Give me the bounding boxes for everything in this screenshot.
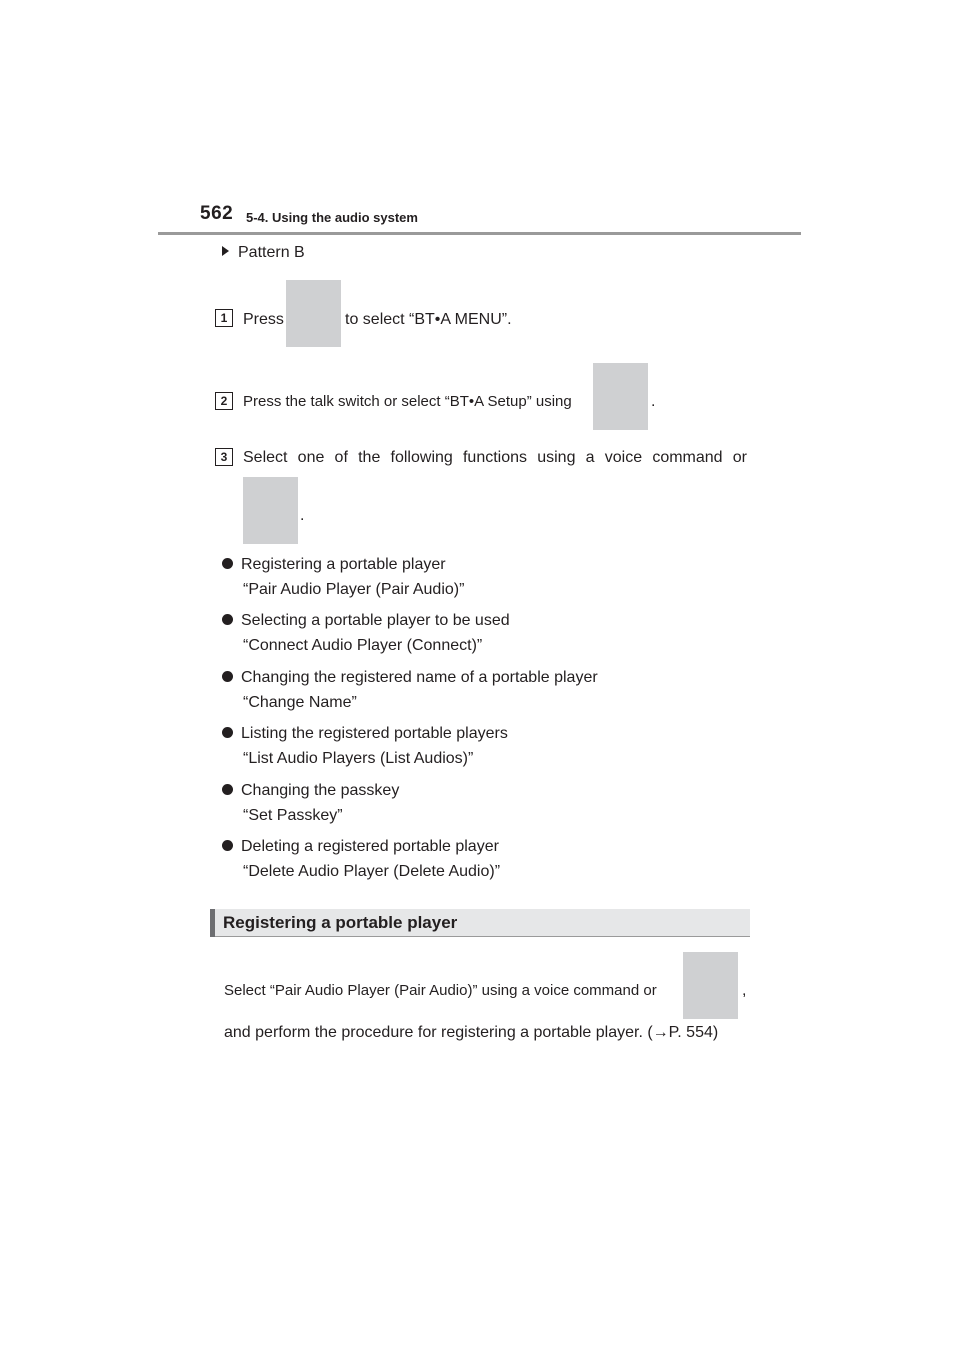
bullet-icon — [222, 614, 233, 625]
bullet-icon — [222, 784, 233, 795]
voice-command: “Connect Audio Player (Connect)” — [243, 637, 483, 654]
paragraph-line-1-end: , — [742, 982, 747, 999]
step-1-text-after: to select “BT•A MENU”. — [345, 311, 512, 328]
list-item: Changing the registered name of a portable player — [222, 669, 598, 687]
list-item: Changing the passkey — [222, 782, 399, 800]
voice-command: “Pair Audio Player (Pair Audio)” — [243, 581, 465, 598]
bullet-icon — [222, 671, 233, 682]
bullet-icon — [222, 840, 233, 851]
step-number-1: 1 — [215, 309, 233, 327]
heading-marker — [210, 909, 215, 937]
control-button-image — [243, 477, 298, 544]
section-title: 5-4. Using the audio system — [246, 210, 418, 225]
step-number-3: 3 — [215, 448, 233, 466]
pattern-label — [222, 244, 305, 262]
voice-command: “Change Name” — [243, 694, 357, 711]
step-3-text-after: . — [300, 507, 305, 524]
list-item: Deleting a registered portable player — [222, 838, 499, 856]
paragraph-line-2: and perform the procedure for registering a portable player. (→P. 554) — [224, 1024, 719, 1041]
control-button-image — [286, 280, 341, 347]
voice-command: “Delete Audio Player (Delete Audio)” — [243, 863, 501, 880]
list-item: Selecting a portable player to be used — [222, 612, 510, 630]
step-3-text-before: Select one of the following functions using a voice command or — [243, 449, 747, 466]
step-2-text-after: . — [651, 393, 656, 410]
voice-command: “List Audio Players (List Audios)” — [243, 750, 474, 767]
list-item: Listing the registered portable players — [222, 725, 508, 743]
bullet-icon — [222, 558, 233, 569]
step-1-text-before: Press — [243, 311, 284, 328]
control-button-image — [593, 363, 648, 430]
list-item: Registering a portable player — [222, 556, 446, 574]
voice-command: “Set Passkey” — [243, 807, 343, 824]
subsection-title: Registering a portable player — [223, 913, 458, 932]
paragraph-line-1: Select “Pair Audio Player (Pair Audio)” using a voice command or — [224, 982, 657, 999]
step-number-2: 2 — [215, 392, 233, 410]
header-divider — [158, 232, 801, 235]
pattern-label-text: Pattern B — [238, 244, 305, 261]
control-button-image — [683, 952, 738, 1019]
step-2-text-before: Press the talk switch or select “BT•A Setup” using — [243, 393, 572, 410]
subsection-heading — [210, 909, 750, 937]
triangle-arrow-icon — [222, 246, 229, 256]
bullet-icon — [222, 727, 233, 738]
page-number: 562 — [200, 203, 234, 224]
